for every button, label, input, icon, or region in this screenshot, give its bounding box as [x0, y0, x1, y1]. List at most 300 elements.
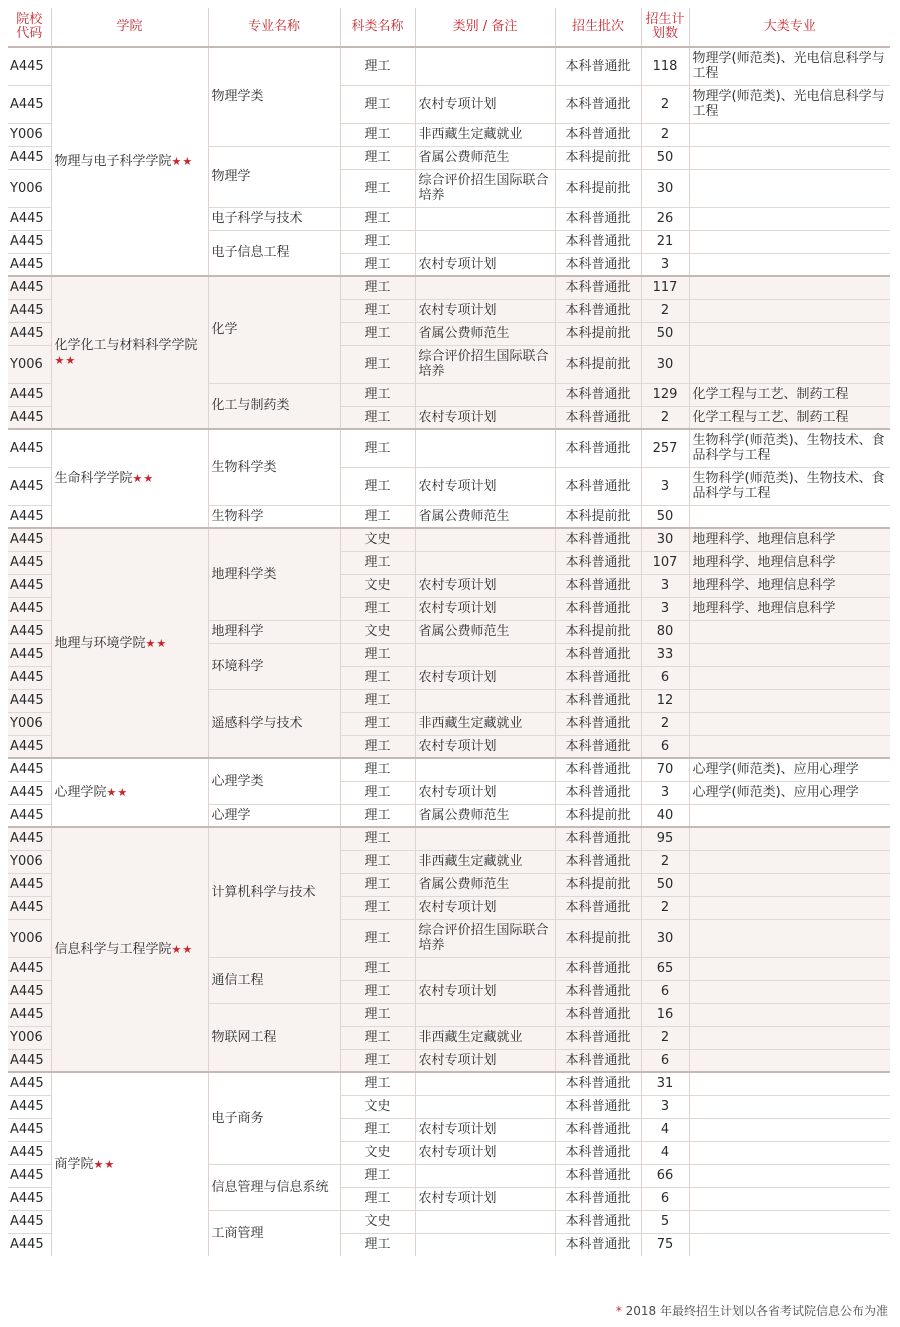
major-cell: 物联网工程 [208, 1003, 340, 1072]
subject-type-cell: 理工 [340, 957, 415, 980]
subject-type-cell: 理工 [340, 406, 415, 429]
category-note-cell: 农村专项计划 [415, 597, 555, 620]
subject-type-cell: 理工 [340, 735, 415, 758]
broad-major-cell [689, 1095, 890, 1118]
category-note-cell [415, 957, 555, 980]
batch-cell: 本科提前批 [555, 505, 641, 528]
category-note-cell: 综合评价招生国际联合培养 [415, 345, 555, 383]
batch-cell: 本科普通批 [555, 253, 641, 276]
major-cell: 生物科学 [208, 505, 340, 528]
subject-type-cell: 文史 [340, 620, 415, 643]
batch-cell: 本科普通批 [555, 1187, 641, 1210]
plan-count-cell: 3 [641, 253, 689, 276]
plan-count-cell: 3 [641, 781, 689, 804]
batch-cell: 本科普通批 [555, 712, 641, 735]
college-name: 地理与环境学院 [54, 635, 146, 651]
plan-count-cell: 75 [641, 1233, 689, 1256]
category-note-cell [415, 689, 555, 712]
code-cell: A445 [8, 980, 51, 1003]
code-cell: A445 [8, 620, 51, 643]
batch-cell: 本科普通批 [555, 1210, 641, 1233]
category-note-cell [415, 1003, 555, 1026]
broad-major-cell: 地理科学、地理信息科学 [689, 551, 890, 574]
code-cell: A445 [8, 597, 51, 620]
subject-type-cell: 理工 [340, 781, 415, 804]
batch-cell: 本科普通批 [555, 47, 641, 85]
broad-major-cell [689, 230, 890, 253]
college-name: 信息科学与工程学院 [54, 942, 172, 957]
category-note-cell: 省属公费师范生 [415, 804, 555, 827]
plan-count-cell: 2 [641, 712, 689, 735]
broad-major-cell [689, 169, 890, 207]
category-note-cell: 农村专项计划 [415, 666, 555, 689]
star-rating-icon: ★★ [93, 1158, 116, 1171]
category-note-cell: 农村专项计划 [415, 406, 555, 429]
code-cell: A445 [8, 1210, 51, 1233]
batch-cell: 本科提前批 [555, 146, 641, 169]
code-cell: A445 [8, 528, 51, 551]
batch-cell: 本科普通批 [555, 1164, 641, 1187]
plan-count-cell: 33 [641, 643, 689, 666]
broad-major-cell [689, 620, 890, 643]
subject-type-cell: 理工 [340, 345, 415, 383]
batch-cell: 本科普通批 [555, 1095, 641, 1118]
category-note-cell: 农村专项计划 [415, 1141, 555, 1164]
category-note-cell [415, 1072, 555, 1095]
category-note-cell: 非西藏生定藏就业 [415, 850, 555, 873]
major-cell: 遥感科学与技术 [208, 689, 340, 758]
category-note-cell: 省属公费师范生 [415, 322, 555, 345]
code-cell: A445 [8, 896, 51, 919]
subject-type-cell: 理工 [340, 1026, 415, 1049]
college-cell [51, 1072, 208, 1256]
subject-type-cell: 理工 [340, 666, 415, 689]
batch-cell: 本科提前批 [555, 169, 641, 207]
plan-count-cell: 6 [641, 735, 689, 758]
broad-major-cell [689, 1118, 890, 1141]
plan-count-cell: 40 [641, 804, 689, 827]
star-rating-icon: ★★ [132, 472, 155, 485]
subject-type-cell: 理工 [340, 689, 415, 712]
plan-count-cell: 70 [641, 758, 689, 781]
batch-cell: 本科普通批 [555, 383, 641, 406]
broad-major-cell: 心理学(师范类)、应用心理学 [689, 758, 890, 781]
code-cell: A445 [8, 276, 51, 299]
header-major: 专业名称 [208, 8, 340, 47]
header-code: 院校代码 [8, 8, 51, 47]
subject-type-cell: 文史 [340, 574, 415, 597]
plan-count-cell: 2 [641, 123, 689, 146]
broad-major-cell [689, 980, 890, 1003]
major-cell: 心理学类 [208, 758, 340, 804]
plan-count-cell: 257 [641, 429, 689, 467]
code-cell: A445 [8, 467, 51, 505]
star-rating-icon: ★★ [145, 636, 168, 650]
batch-cell: 本科普通批 [555, 207, 641, 230]
batch-cell: 本科普通批 [555, 896, 641, 919]
broad-major-cell [689, 804, 890, 827]
batch-cell: 本科普通批 [555, 666, 641, 689]
code-cell: A445 [8, 735, 51, 758]
category-note-cell [415, 1210, 555, 1233]
header-batch: 招生批次 [555, 8, 641, 47]
plan-count-cell: 3 [641, 467, 689, 505]
subject-type-cell: 理工 [340, 253, 415, 276]
table-row [8, 1072, 890, 1095]
major-cell: 心理学 [208, 804, 340, 827]
major-cell: 生物科学类 [208, 429, 340, 505]
batch-cell: 本科普通批 [555, 85, 641, 123]
subject-type-cell: 文史 [340, 1095, 415, 1118]
subject-type-cell: 文史 [340, 1141, 415, 1164]
broad-major-cell [689, 919, 890, 957]
category-note-cell: 农村专项计划 [415, 980, 555, 1003]
plan-count-cell: 80 [641, 620, 689, 643]
subject-type-cell: 理工 [340, 919, 415, 957]
broad-major-cell [689, 1026, 890, 1049]
category-note-cell [415, 1164, 555, 1187]
plan-count-cell: 30 [641, 345, 689, 383]
plan-count-cell: 30 [641, 919, 689, 957]
code-cell: A445 [8, 1233, 51, 1256]
code-cell: A445 [8, 666, 51, 689]
subject-type-cell: 理工 [340, 712, 415, 735]
broad-major-cell: 物理学(师范类)、光电信息科学与工程 [689, 47, 890, 85]
table-row [8, 528, 890, 551]
subject-type-cell: 理工 [340, 1187, 415, 1210]
batch-cell: 本科提前批 [555, 322, 641, 345]
plan-count-cell: 16 [641, 1003, 689, 1026]
plan-count-cell: 4 [641, 1118, 689, 1141]
category-note-cell: 农村专项计划 [415, 1118, 555, 1141]
code-cell: A445 [8, 827, 51, 850]
subject-type-cell: 理工 [340, 1233, 415, 1256]
broad-major-cell [689, 505, 890, 528]
code-cell: A445 [8, 1141, 51, 1164]
subject-type-cell: 理工 [340, 429, 415, 467]
batch-cell: 本科普通批 [555, 574, 641, 597]
broad-major-cell: 心理学(师范类)、应用心理学 [689, 781, 890, 804]
plan-count-cell: 5 [641, 1210, 689, 1233]
code-cell: Y006 [8, 123, 51, 146]
category-note-cell [415, 528, 555, 551]
college-cell [51, 47, 208, 276]
header-broad-major: 大类专业 [689, 8, 890, 47]
batch-cell: 本科普通批 [555, 467, 641, 505]
code-cell: A445 [8, 957, 51, 980]
star-rating-icon: ★★ [106, 786, 129, 799]
broad-major-cell [689, 896, 890, 919]
code-cell: A445 [8, 47, 51, 85]
college-cell [51, 528, 208, 758]
category-note-cell [415, 827, 555, 850]
broad-major-cell [689, 957, 890, 980]
code-cell: A445 [8, 1095, 51, 1118]
broad-major-cell [689, 1003, 890, 1026]
college-name: 生命科学学院 [54, 471, 133, 486]
code-cell: A445 [8, 207, 51, 230]
plan-count-cell: 2 [641, 896, 689, 919]
category-note-cell: 综合评价招生国际联合培养 [415, 919, 555, 957]
plan-count-cell: 66 [641, 1164, 689, 1187]
plan-count-cell: 3 [641, 597, 689, 620]
category-note-cell: 农村专项计划 [415, 781, 555, 804]
subject-type-cell: 理工 [340, 758, 415, 781]
broad-major-cell [689, 1187, 890, 1210]
batch-cell: 本科提前批 [555, 873, 641, 896]
batch-cell: 本科普通批 [555, 230, 641, 253]
code-cell: A445 [8, 781, 51, 804]
subject-type-cell: 理工 [340, 322, 415, 345]
plan-count-cell: 31 [641, 1072, 689, 1095]
plan-count-cell: 65 [641, 957, 689, 980]
category-note-cell [415, 207, 555, 230]
category-note-cell: 综合评价招生国际联合培养 [415, 169, 555, 207]
table-row [8, 429, 890, 467]
subject-type-cell: 理工 [340, 276, 415, 299]
table-row [8, 758, 890, 781]
category-note-cell: 农村专项计划 [415, 467, 555, 505]
batch-cell: 本科普通批 [555, 123, 641, 146]
batch-cell: 本科普通批 [555, 551, 641, 574]
enrollment-plan-table [8, 8, 890, 1256]
code-cell: A445 [8, 689, 51, 712]
broad-major-cell [689, 689, 890, 712]
broad-major-cell: 地理科学、地理信息科学 [689, 528, 890, 551]
plan-count-cell: 6 [641, 980, 689, 1003]
code-cell: A445 [8, 1164, 51, 1187]
broad-major-cell [689, 1049, 890, 1072]
broad-major-cell [689, 253, 890, 276]
batch-cell: 本科普通批 [555, 597, 641, 620]
college-cell [51, 429, 208, 528]
category-note-cell: 农村专项计划 [415, 1187, 555, 1210]
subject-type-cell: 理工 [340, 873, 415, 896]
category-note-cell [415, 429, 555, 467]
college-name: 心理学院 [54, 785, 107, 800]
broad-major-cell [689, 322, 890, 345]
subject-type-cell: 理工 [340, 505, 415, 528]
category-note-cell [415, 230, 555, 253]
category-note-cell [415, 383, 555, 406]
code-cell: A445 [8, 873, 51, 896]
plan-count-cell: 6 [641, 1187, 689, 1210]
subject-type-cell: 理工 [340, 1118, 415, 1141]
subject-type-cell: 理工 [340, 169, 415, 207]
broad-major-cell [689, 146, 890, 169]
major-cell: 工商管理 [208, 1210, 340, 1256]
subject-type-cell: 理工 [340, 230, 415, 253]
major-cell: 物理学类 [208, 47, 340, 146]
batch-cell: 本科提前批 [555, 620, 641, 643]
footnote [616, 1302, 888, 1319]
plan-count-cell: 4 [641, 1141, 689, 1164]
code-cell: A445 [8, 230, 51, 253]
broad-major-cell: 地理科学、地理信息科学 [689, 574, 890, 597]
code-cell: A445 [8, 1072, 51, 1095]
broad-major-cell [689, 1164, 890, 1187]
batch-cell: 本科普通批 [555, 850, 641, 873]
subject-type-cell: 理工 [340, 85, 415, 123]
code-cell: A445 [8, 406, 51, 429]
batch-cell: 本科普通批 [555, 1003, 641, 1026]
plan-count-cell: 30 [641, 169, 689, 207]
major-cell: 化学 [208, 276, 340, 383]
broad-major-cell: 地理科学、地理信息科学 [689, 597, 890, 620]
plan-count-cell: 6 [641, 1049, 689, 1072]
subject-type-cell: 理工 [340, 1049, 415, 1072]
subject-type-cell: 理工 [340, 299, 415, 322]
batch-cell: 本科普通批 [555, 643, 641, 666]
subject-type-cell: 理工 [340, 827, 415, 850]
batch-cell: 本科提前批 [555, 804, 641, 827]
category-note-cell: 农村专项计划 [415, 85, 555, 123]
batch-cell: 本科普通批 [555, 1141, 641, 1164]
category-note-cell [415, 1095, 555, 1118]
plan-count-cell: 118 [641, 47, 689, 85]
code-cell: A445 [8, 299, 51, 322]
broad-major-cell: 化学工程与工艺、制药工程 [689, 406, 890, 429]
subject-type-cell: 理工 [340, 146, 415, 169]
major-cell: 信息管理与信息系统 [208, 1164, 340, 1210]
broad-major-cell [689, 1233, 890, 1256]
major-cell: 地理科学类 [208, 528, 340, 620]
college-cell [51, 827, 208, 1072]
table-row [8, 276, 890, 299]
code-cell: A445 [8, 505, 51, 528]
star-rating-icon: ★★ [171, 155, 194, 168]
category-note-cell [415, 551, 555, 574]
plan-count-cell: 3 [641, 574, 689, 597]
major-cell: 物理学 [208, 146, 340, 207]
code-cell: A445 [8, 1118, 51, 1141]
category-note-cell: 省属公费师范生 [415, 146, 555, 169]
major-cell: 通信工程 [208, 957, 340, 1003]
subject-type-cell: 理工 [340, 551, 415, 574]
plan-count-cell: 107 [641, 551, 689, 574]
broad-major-cell [689, 850, 890, 873]
college-cell [51, 758, 208, 827]
code-cell: Y006 [8, 850, 51, 873]
code-cell: A445 [8, 804, 51, 827]
category-note-cell [415, 276, 555, 299]
category-note-cell: 农村专项计划 [415, 735, 555, 758]
subject-type-cell: 理工 [340, 850, 415, 873]
plan-count-cell: 2 [641, 1026, 689, 1049]
code-cell: A445 [8, 643, 51, 666]
footnote-text: 2018 年最终招生计划以各省考试院信息公布为准 [625, 1304, 888, 1318]
major-cell: 环境科学 [208, 643, 340, 689]
broad-major-cell [689, 873, 890, 896]
batch-cell: 本科普通批 [555, 429, 641, 467]
batch-cell: 本科普通批 [555, 1233, 641, 1256]
plan-count-cell: 50 [641, 146, 689, 169]
broad-major-cell: 物理学(师范类)、光电信息科学与工程 [689, 85, 890, 123]
batch-cell: 本科普通批 [555, 827, 641, 850]
plan-count-cell: 117 [641, 276, 689, 299]
plan-count-cell: 129 [641, 383, 689, 406]
subject-type-cell: 理工 [340, 383, 415, 406]
table-row [8, 827, 890, 850]
subject-type-cell: 文史 [340, 1210, 415, 1233]
plan-count-cell: 50 [641, 873, 689, 896]
plan-count-cell: 95 [641, 827, 689, 850]
subject-type-cell: 理工 [340, 597, 415, 620]
plan-count-cell: 2 [641, 850, 689, 873]
category-note-cell [415, 47, 555, 85]
college-name: 物理与电子科学学院 [54, 154, 172, 169]
plan-count-cell: 2 [641, 406, 689, 429]
broad-major-cell [689, 299, 890, 322]
broad-major-cell: 生物科学(师范类)、生物技术、食品科学与工程 [689, 467, 890, 505]
subject-type-cell: 理工 [340, 467, 415, 505]
category-note-cell: 农村专项计划 [415, 1049, 555, 1072]
plan-count-cell: 2 [641, 299, 689, 322]
header-subject-type: 科类名称 [340, 8, 415, 47]
code-cell: Y006 [8, 919, 51, 957]
category-note-cell: 农村专项计划 [415, 253, 555, 276]
subject-type-cell: 文史 [340, 528, 415, 551]
category-note-cell: 省属公费师范生 [415, 505, 555, 528]
batch-cell: 本科普通批 [555, 781, 641, 804]
subject-type-cell: 理工 [340, 207, 415, 230]
broad-major-cell [689, 1072, 890, 1095]
broad-major-cell [689, 712, 890, 735]
broad-major-cell [689, 345, 890, 383]
plan-count-cell: 30 [641, 528, 689, 551]
code-cell: Y006 [8, 712, 51, 735]
batch-cell: 本科普通批 [555, 1026, 641, 1049]
plan-count-cell: 3 [641, 1095, 689, 1118]
code-cell: A445 [8, 146, 51, 169]
category-note-cell: 非西藏生定藏就业 [415, 712, 555, 735]
batch-cell: 本科普通批 [555, 957, 641, 980]
broad-major-cell [689, 643, 890, 666]
batch-cell: 本科普通批 [555, 276, 641, 299]
major-cell: 计算机科学与技术 [208, 827, 340, 957]
category-note-cell [415, 1233, 555, 1256]
header-college: 学院 [51, 8, 208, 47]
code-cell: A445 [8, 758, 51, 781]
category-note-cell: 非西藏生定藏就业 [415, 1026, 555, 1049]
code-cell: Y006 [8, 1026, 51, 1049]
major-cell: 化工与制药类 [208, 383, 340, 429]
batch-cell: 本科普通批 [555, 758, 641, 781]
header-plan-count: 招生计划数 [641, 8, 689, 47]
broad-major-cell [689, 276, 890, 299]
subject-type-cell: 理工 [340, 1003, 415, 1026]
category-note-cell: 非西藏生定藏就业 [415, 123, 555, 146]
plan-count-cell: 6 [641, 666, 689, 689]
category-note-cell: 农村专项计划 [415, 896, 555, 919]
subject-type-cell: 理工 [340, 47, 415, 85]
code-cell: A445 [8, 383, 51, 406]
subject-type-cell: 理工 [340, 123, 415, 146]
college-cell [51, 276, 208, 429]
footnote-mark: * [615, 1304, 622, 1318]
star-rating-icon: ★★ [54, 353, 77, 367]
subject-type-cell: 理工 [340, 980, 415, 1003]
code-cell: A445 [8, 1003, 51, 1026]
category-note-cell [415, 758, 555, 781]
table-body [8, 47, 890, 1256]
batch-cell: 本科提前批 [555, 345, 641, 383]
subject-type-cell: 理工 [340, 804, 415, 827]
code-cell: A445 [8, 551, 51, 574]
major-cell: 电子商务 [208, 1072, 340, 1164]
major-cell: 电子科学与技术 [208, 207, 340, 230]
college-name: 商学院 [54, 1157, 94, 1172]
